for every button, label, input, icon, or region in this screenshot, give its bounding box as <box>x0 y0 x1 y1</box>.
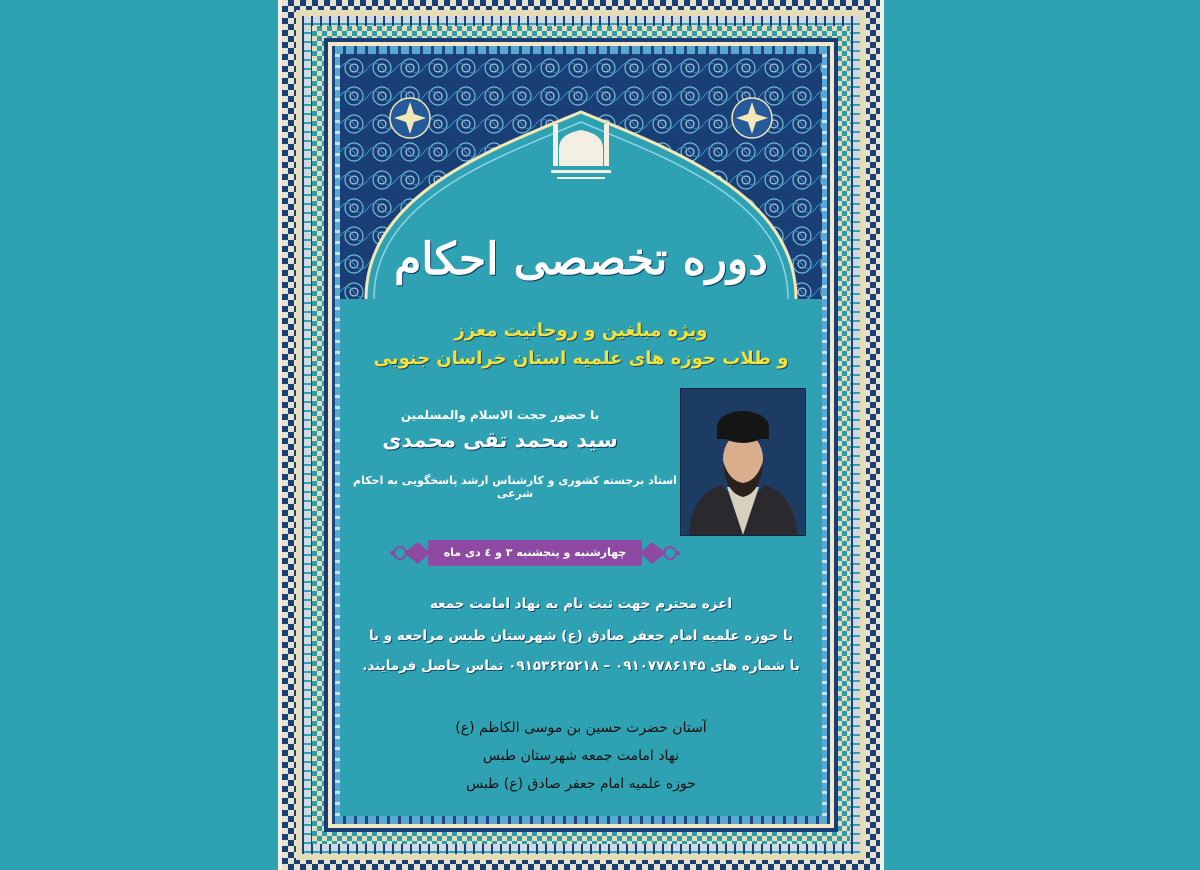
date-ornament-icon <box>640 538 680 568</box>
event-date: چهارشنبه و پنجشنبه ۳ و ٤ دی ماه <box>443 546 627 559</box>
date-banner <box>390 538 680 568</box>
course-title: دوره تخصصی احکام <box>394 234 768 285</box>
registration-line-3: با شماره های ۰۹۱۰۷۷۸۶۱۴۵ – ۰۹۱۵۳۶۲۵۲۱۸ تماس حاصل فرمایند. <box>362 658 800 674</box>
arabesque-ornament-icon <box>732 98 772 138</box>
footer-line-1: آستان حضرت حسین بن موسی الکاظم (ع) <box>455 720 707 736</box>
footer-line-2: نهاد امامت جمعه شهرستان طبس <box>482 748 680 764</box>
speaker-photo <box>680 388 806 536</box>
mosque-emblem-icon <box>551 124 611 179</box>
registration-line-2: یا حوزه علمیه امام جعفر صادق (ع) شهرستان طبس مراجعه و یا <box>368 628 794 644</box>
audience-line-2: و طلاب حوزه های علمیه استان خراسان جنوبی <box>373 348 789 369</box>
presence-line: با حضور حجت الاسلام والمسلمین <box>400 408 600 422</box>
poster <box>278 0 884 870</box>
speaker-portrait <box>681 389 805 535</box>
footer-line-3: حوزه علمیه امام جعفر صادق (ع) طبس <box>466 776 696 792</box>
speaker-name: سید محمد تقی محمدی <box>382 428 618 452</box>
poster-panel <box>340 54 822 816</box>
date-ornament-icon <box>390 538 430 568</box>
arabesque-ornament-icon <box>390 98 430 138</box>
speaker-description: استاد برجسته کشوری و کارشناس ارشد پاسخگویی به احکام شرعی <box>353 474 677 500</box>
registration-line-1: اعزه محترم جهت ثبت نام به نهاد امامت جمعه <box>429 596 733 612</box>
audience-line-1: ویژه مبلغین و روحانیت معزز <box>454 320 708 341</box>
